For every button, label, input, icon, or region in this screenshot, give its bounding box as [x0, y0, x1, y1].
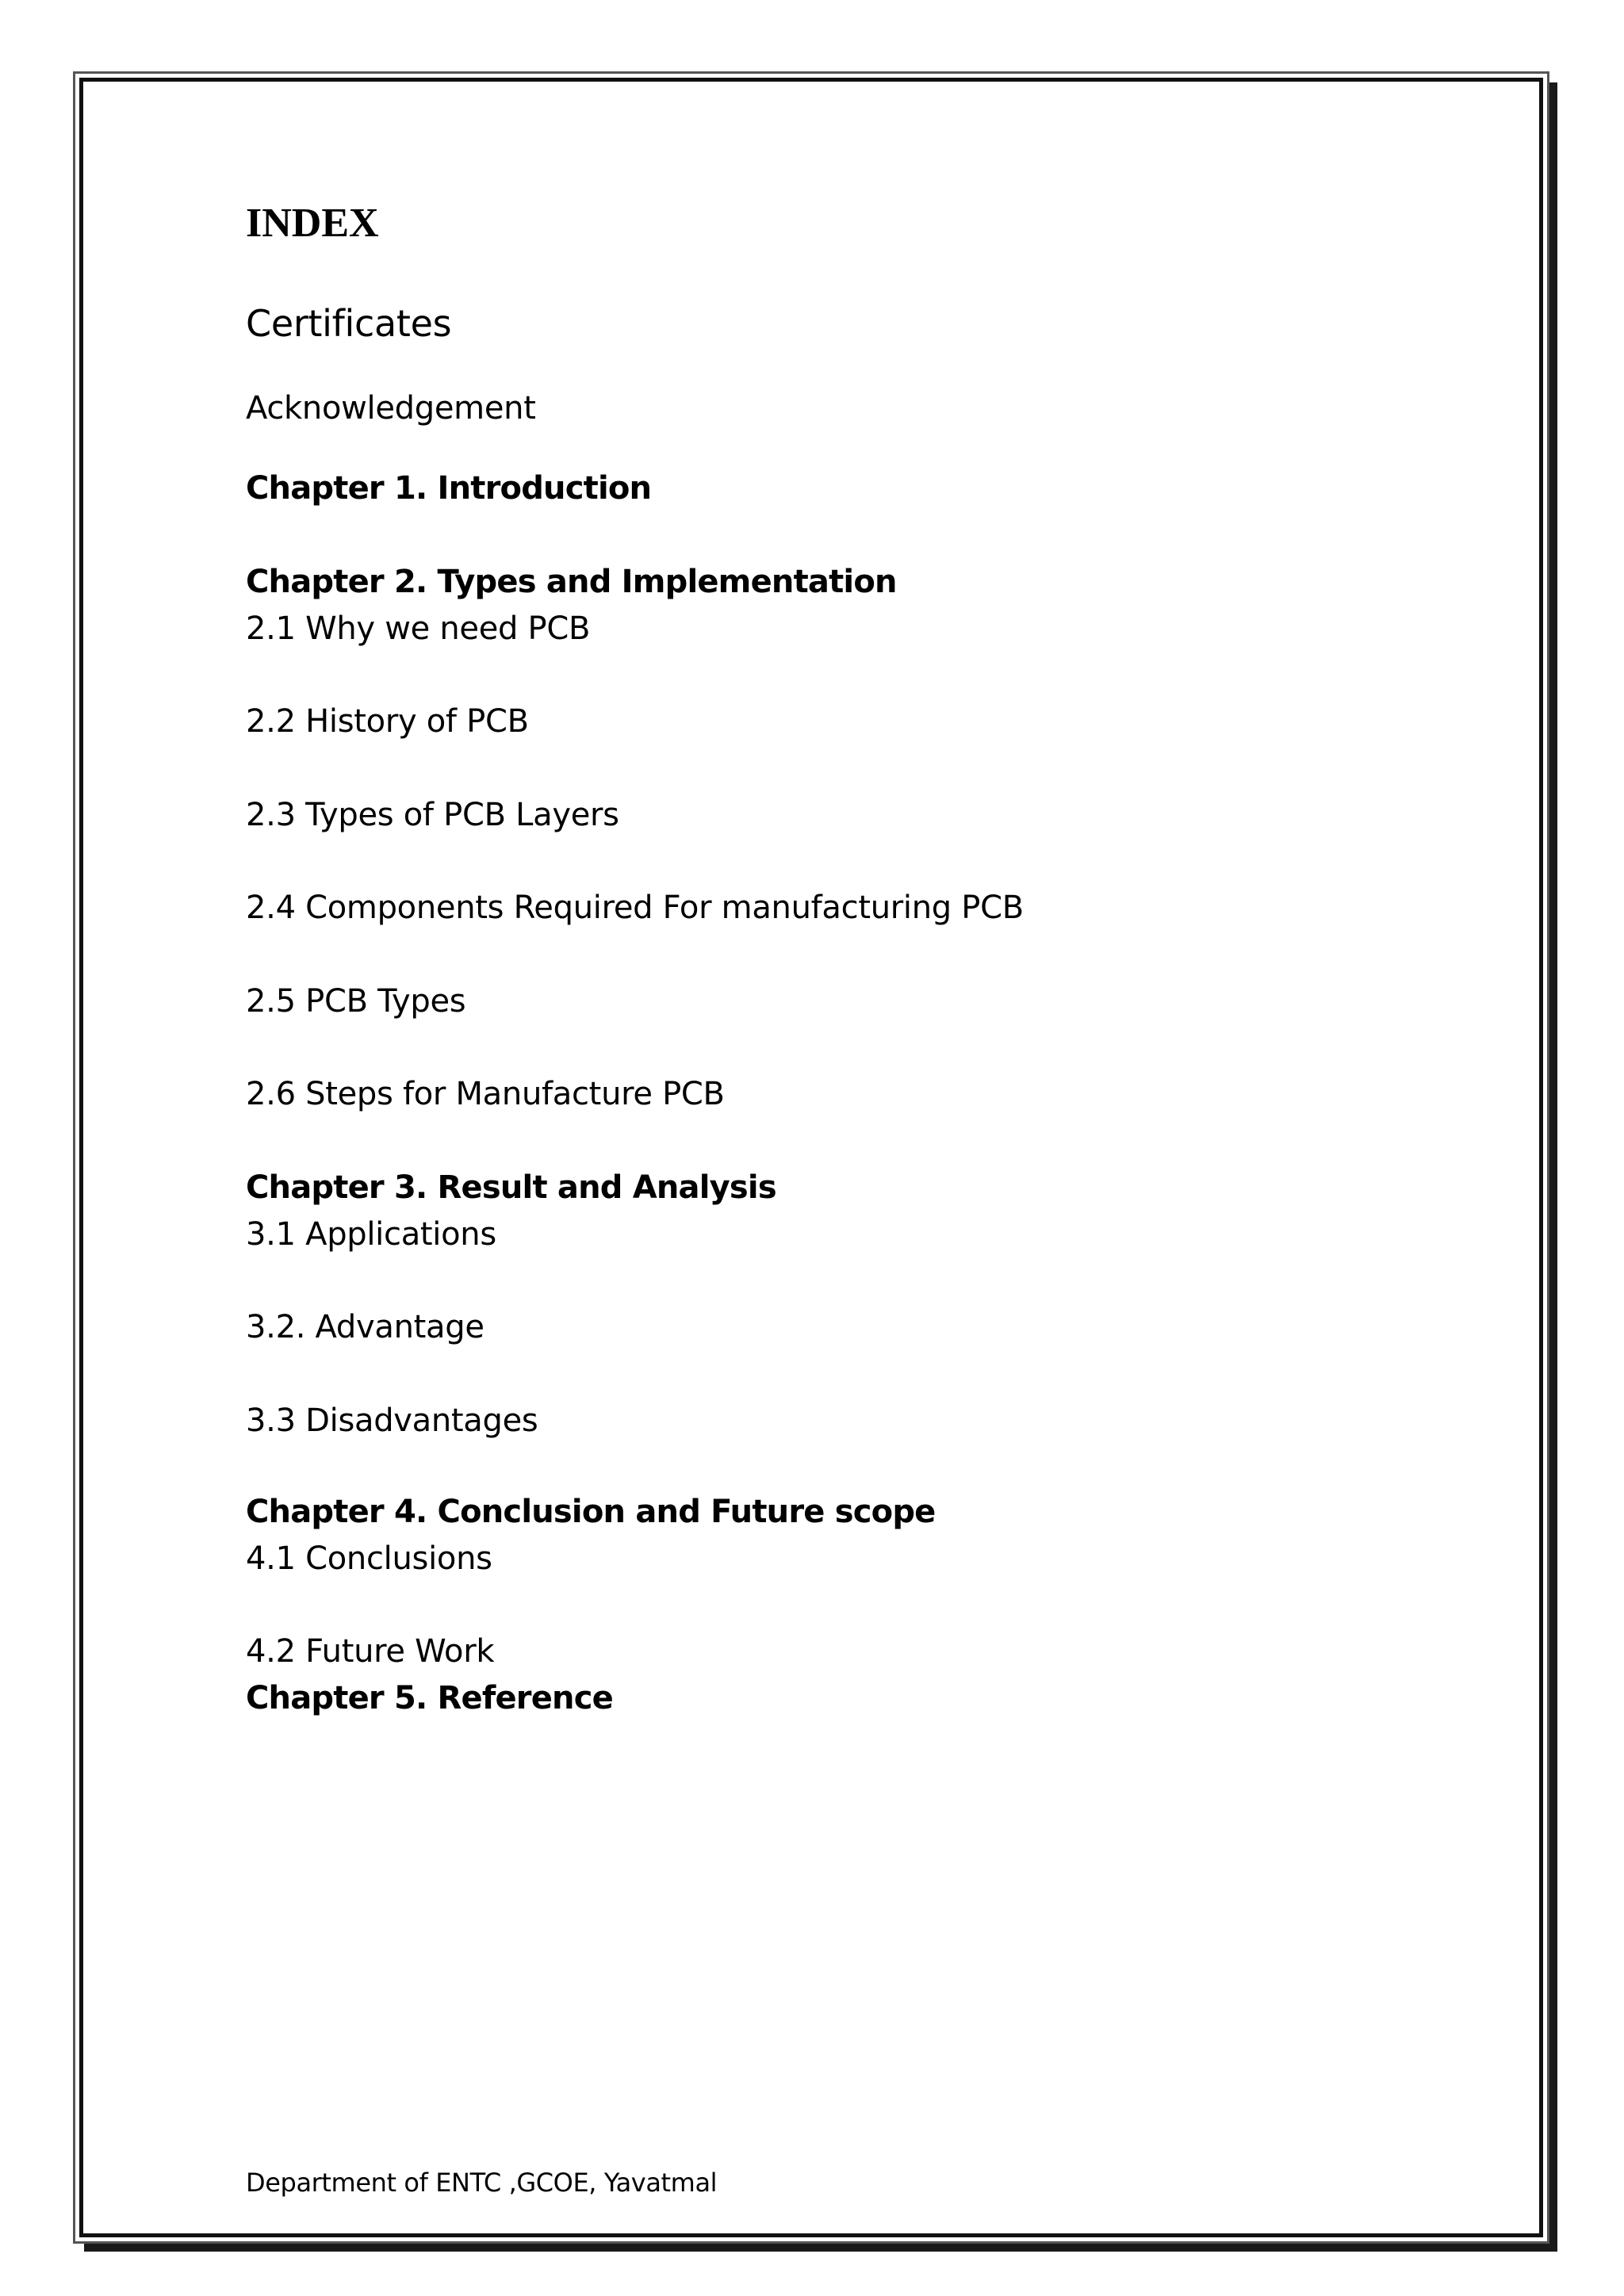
toc-item: 2.6 Steps for Manufacture PCB [246, 1076, 725, 1112]
toc-item: 3.2. Advantage [246, 1309, 485, 1345]
toc-item: 2.1 Why we need PCB [246, 610, 591, 647]
toc-chapter-3: Chapter 3. Result and Analysis [246, 1169, 776, 1206]
toc-item-certificates: Certificates [246, 302, 452, 345]
toc-item: 2.3 Types of PCB Layers [246, 797, 619, 833]
toc-item: 4.1 Conclusions [246, 1540, 492, 1577]
toc-item: 2.5 PCB Types [246, 983, 466, 1020]
page-footer: Department of ENTC ,GCOE, Yavatmal [246, 2168, 718, 2198]
toc-chapter-1: Chapter 1. Introduction [246, 470, 652, 507]
toc-item: 3.3 Disadvantages [246, 1402, 538, 1439]
toc-item: 3.1 Applications [246, 1216, 496, 1253]
toc-item: 2.2 History of PCB [246, 703, 529, 740]
toc-chapter-2: Chapter 2. Types and Implementation [246, 564, 897, 600]
page-border-shadow [84, 2244, 1557, 2252]
page-title: INDEX [246, 201, 379, 246]
toc-item-acknowledgement: Acknowledgement [246, 390, 536, 427]
toc-chapter-4: Chapter 4. Conclusion and Future scope [246, 1494, 936, 1530]
toc-item: 4.2 Future Work [246, 1633, 495, 1670]
toc-item: 2.4 Components Required For manufacturing PCB [246, 890, 1024, 926]
page-border-shadow [1549, 82, 1557, 2252]
toc-chapter-5: Chapter 5. Reference [246, 1680, 613, 1716]
